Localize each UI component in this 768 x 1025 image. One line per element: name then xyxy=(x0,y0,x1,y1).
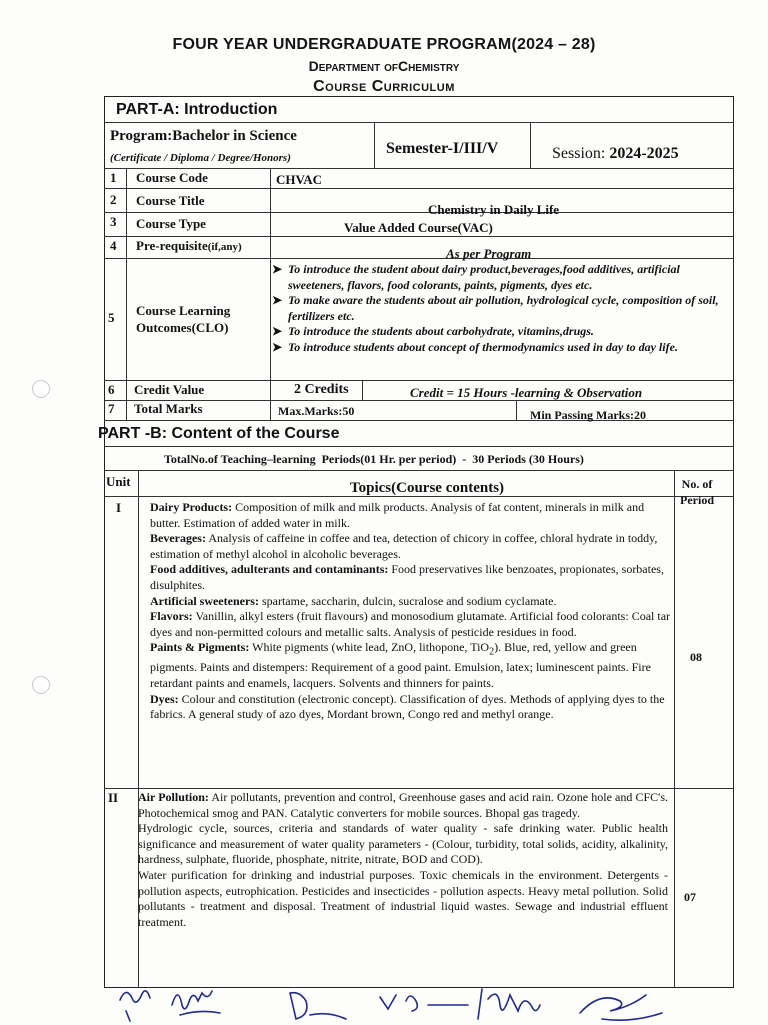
department-name: Department ofChemistry xyxy=(308,58,460,74)
curriculum-heading: Course Curriculum xyxy=(313,78,455,95)
signature-4 xyxy=(380,995,468,1011)
signature-1 xyxy=(120,991,150,1021)
teaching-periods: TotalNo.of Teaching–learning Periods(01 Hr. per period) - 30 Periods (30 Hours) xyxy=(164,452,584,466)
course-code-value: CHVAC xyxy=(276,172,322,187)
row-no-4: 4 xyxy=(110,238,117,253)
signature-3 xyxy=(290,993,346,1019)
course-type-value: Value Added Course(VAC) xyxy=(344,220,493,235)
unit-1-label: I xyxy=(116,500,122,515)
row-no-7: 7 xyxy=(108,401,115,416)
part-a-title: PART-A: Introduction xyxy=(116,101,278,118)
row-no-3: 3 xyxy=(110,214,117,229)
punch-hole-top xyxy=(32,380,50,398)
program-subtitle: (Certificate / Diploma / Degree/Honors) xyxy=(110,152,291,164)
unit-1-topics: Dairy Products: Composition of milk and milk products. Analysis of fat content, minerals in milk and butter. Estimation of added water in milk. Beverages: Analysis of caffeine in coffee and tea, detection of chicory in coffee, chloral hydrate in toddy, estimation of methyl alcohol in alcoholic beverages. Food additives, adulterants and contaminants: Food preservatives like benzoates, propionates, sorbates, disulphites. Artificial sweeteners: spartame, saccharin, dulcin, sucralose and sodium cyclamate. Flavors: Vanillin, alkyl esters (fruit flavours) and monosodium glutamate. Artificial food colorants: Coal tar dyes and non-permitted colours and metallic salts. Analysis of pesticide residues in food. Paints & Pigments: White pigments (white lead, ZnO, lithopone, TiO$_2$). Blue, red, yellow and green pigments. Paints and distempers: Requirement of a good paint. Emulsion, latex; luminescent paints. Fire retardant paints and enamels, lacquers. Solvents and thinners for paints. Dyes: Colour and constitution (electronic concept). Classification of dyes. Methods of applying dyes to the fabrics. A general study of azo dyes, Mordant brown, Congo red and methyl orange. xyxy=(150,500,671,722)
unit-1-periods: 08 xyxy=(690,650,702,664)
credit-value-label: Credit Value xyxy=(134,382,205,397)
col-period-header: No. of Period xyxy=(680,477,714,507)
clo-item: ➤ To introduce students about concept of thermodynamics used in day to day life. xyxy=(272,339,678,354)
semester: Semester-I/III/V xyxy=(386,140,499,157)
row-no-6: 6 xyxy=(108,382,115,397)
total-marks-label: Total Marks xyxy=(134,401,203,416)
clo-list xyxy=(272,262,730,355)
min-marks: Min Passing Marks:20 xyxy=(530,408,647,422)
row-no-1: 1 xyxy=(110,170,117,185)
unit-2-topics: Air Pollution: Air pollutants, prevention and control, Greenhouse gases and acid rain. Ozone hole and CFC's. Photochemical smog and PAN. Catalytic converters for mobile sources. Bhopal gas tragedy. Hydrologic cycle, sources, criteria and standards of water quality - safe drinking water. Public health significance and measurement of water quality parameters - (Colour, turbidity, total solids, acidity, alkalinity, hardness, sulphate, fluoride, phosphate, nitrite, nitrate, BOD and COD). Water purification for drinking and industrial purposes. Toxic chemicals in the environment. Detergents - pollution aspects, eutrophication. Pesticides and insecticides - pollution aspects. Heavy metal pollution. Solid pollutants - treatment and disposal. Treatment of industrial liquid wastes. Sewage and industrial effluent treatment. xyxy=(138,790,668,929)
prerequisite-value: As per Program xyxy=(446,246,532,261)
col-unit-header: Unit xyxy=(106,474,131,489)
clo-item: ➤ To introduce the student about dairy product,beverages,food additives, artificial sweeteners, flavors, food colorants, paints, pigments, dyes etc. xyxy=(272,262,680,292)
session-label: Session: xyxy=(552,145,606,162)
session-value: 2024-2025 xyxy=(609,145,679,162)
prerequisite-label: Pre-requisite(if,any) xyxy=(136,238,242,253)
course-type-label: Course Type xyxy=(136,216,206,231)
credit-value: 2 Credits xyxy=(294,382,349,397)
signature-5 xyxy=(478,989,540,1019)
unit-2-label: II xyxy=(108,790,119,805)
unit-2-periods: 07 xyxy=(684,890,696,904)
signature-6 xyxy=(580,995,662,1020)
signatures xyxy=(110,975,670,1025)
part-b-title: PART -B: Content of the Course xyxy=(98,425,340,442)
document-title: FOUR YEAR UNDERGRADUATE PROGRAM(2024 – 28) xyxy=(172,36,596,53)
clo-item: ➤ To make aware the students about air pollution, hydrological cycle, composition of soil, fertilizers etc. xyxy=(272,293,719,323)
course-title-label: Course Title xyxy=(136,193,205,208)
program-name: Program:Bachelor in Science xyxy=(110,128,297,144)
course-code-label: Course Code xyxy=(136,170,208,185)
course-title-value: Chemistry in Daily Life xyxy=(428,202,560,217)
clo-item: ➤ To introduce the students about carbohydrate, vitamins,drugs. xyxy=(272,324,594,338)
clo-label: Course Learning Outcomes(CLO) xyxy=(136,303,231,335)
session xyxy=(552,145,679,163)
max-marks: Max.Marks:50 xyxy=(278,404,355,418)
signature-2 xyxy=(172,991,220,1015)
row-no-2: 2 xyxy=(110,192,117,207)
col-topics-header: Topics(Course contents) xyxy=(350,480,505,496)
punch-hole-bottom xyxy=(32,676,50,694)
credit-note: Credit = 15 Hours -learning & Observation xyxy=(410,385,643,400)
row-no-5: 5 xyxy=(108,310,115,325)
